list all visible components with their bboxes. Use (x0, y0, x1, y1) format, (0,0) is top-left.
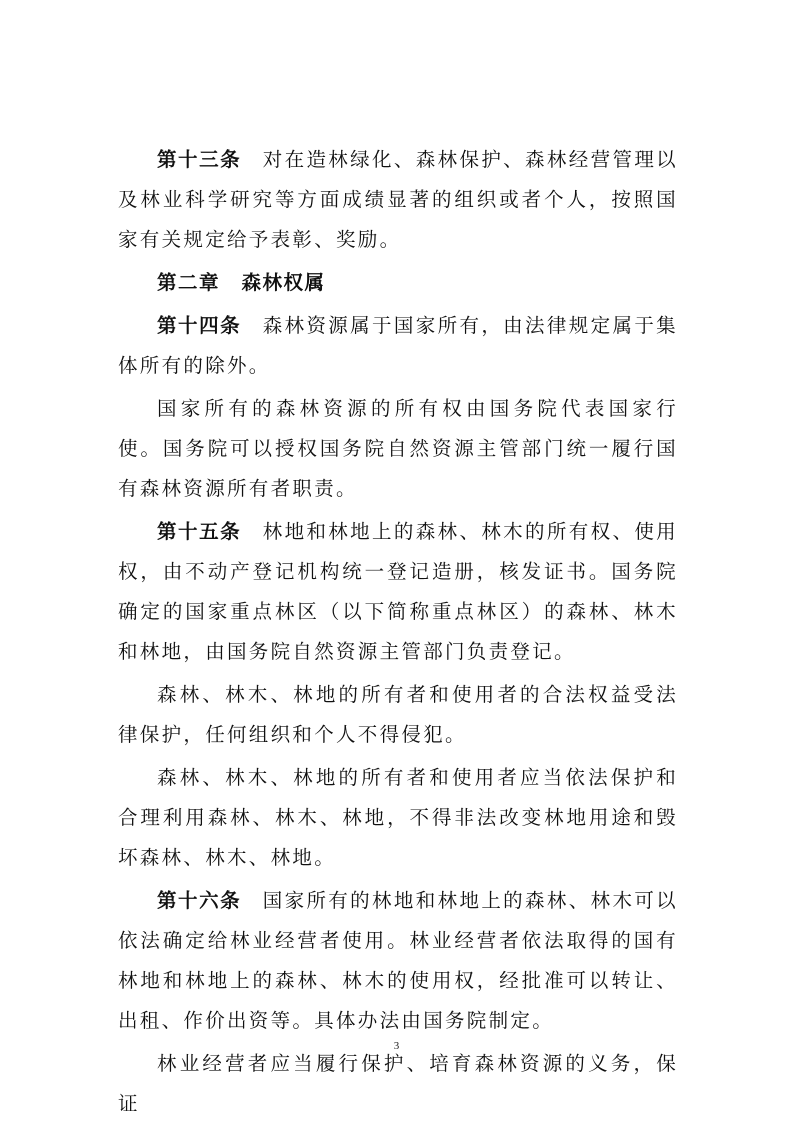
paragraph-text: 林业经营者应当履行保护、培育森林资源的义务，保证 (118, 1052, 678, 1115)
article-16 (118, 881, 678, 1041)
paragraph-text: 国家所有的森林资源的所有权由国务院代表国家行使。国务院可以授权国务院自然资源主管部门统一履行国有森林资源所有者职责。 (118, 397, 678, 500)
paragraph-text: 森林、林木、林地的所有者和使用者应当依法保护和合理利用森林、林木、林地，不得非法改变林地用途和毁坏森林、林木、林地。 (118, 766, 678, 869)
article-heading: 第十六条 (157, 889, 242, 912)
article-14-paragraph-2 (118, 389, 678, 509)
article-heading: 第十四条 (157, 314, 242, 337)
article-text: 对在造林绿化、森林保护、森林经营管理以及林业科学研究等方面成绩显著的组织或者个人，按照国家有关规定给予表彰、奖励。 (118, 148, 678, 251)
article-text: 国家所有的林地和林地上的森林、林木可以依法确定给林业经营者使用。林业经营者依法取得的国有林地和林地上的森林、林木的使用权，经批准可以转让、出租、作价出资等。具体办法由国务院制定。 (118, 889, 678, 1032)
article-heading: 第十三条 (157, 148, 242, 171)
document-body (118, 140, 678, 1127)
chapter-heading (118, 263, 678, 303)
article-15-paragraph-2 (118, 675, 678, 755)
article-13 (118, 140, 678, 260)
paragraph-text: 森林、林木、林地的所有者和使用者的合法权益受法律保护，任何组织和个人不得侵犯。 (118, 683, 678, 746)
article-15 (118, 512, 678, 672)
article-15-paragraph-3 (118, 758, 678, 878)
article-16-paragraph-2 (118, 1044, 678, 1124)
article-heading: 第十五条 (157, 520, 242, 543)
article-text: 林地和林地上的森林、林木的所有权、使用权，由不动产登记机构统一登记造册，核发证书。国务院确定的国家重点林区（以下简称重点林区）的森林、林木和林地，由国务院自然资源主管部门负责登记。 (118, 520, 678, 663)
page-number: 3 (393, 1040, 400, 1052)
article-text: 森林资源属于国家所有，由法律规定属于集体所有的除外。 (118, 314, 678, 377)
chapter-number: 第二章 (157, 271, 221, 294)
chapter-title: 森林权属 (241, 271, 326, 294)
article-14 (118, 306, 678, 386)
